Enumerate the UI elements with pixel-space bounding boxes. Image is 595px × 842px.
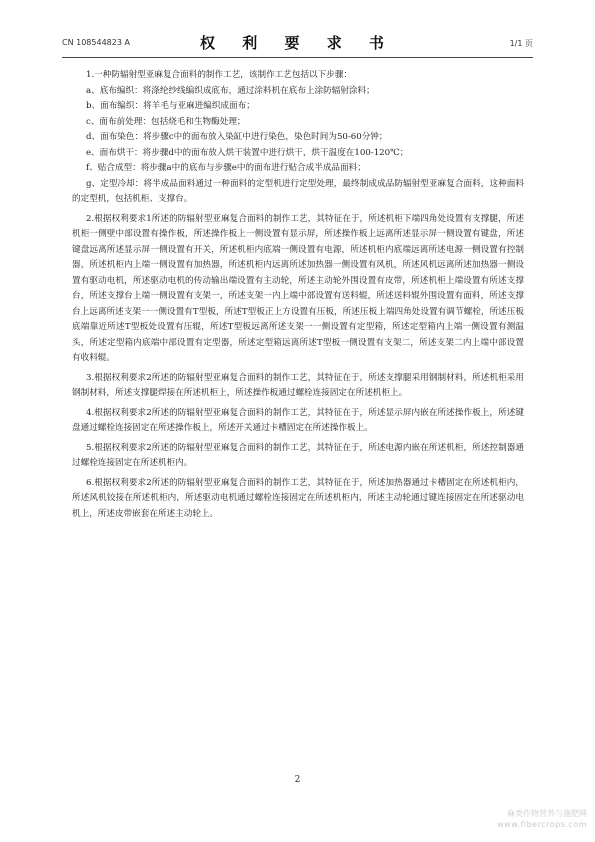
claim-1-step-b: b、面布编织：将羊毛与亚麻进编织成面布； [86,101,255,111]
claim-1-step-d: d、面布染色：将步骤c中的面布放入染缸中进行染色，染色时间为50-60分钟； [86,132,388,142]
claim-1-step-c: c、面布前处理：包括烧毛和生物酶处理； [86,116,246,127]
page-indicator: 1/1 页 [509,39,533,48]
watermark-site-name: 麻类作物营养与施肥网 [507,809,587,818]
claim-2: 2.根据权利要求1所述的防辐射型亚麻复合面料的制作工艺，其特征在于，所述机柜下端四角处设置有支撑腿，所述机柜一侧壁中部设置有操作板，所述操作板上一侧设置有显示屏，所述操作板上远离所述显示屏一侧设置有键盘，所述键盘远离所述显示屏一侧设置有开关，所述机柜内底端一侧设置有电源，所述机柜内底端远离所述电源一侧设置有控制器，所述机柜内上端一侧设置有加热器，所述机柜内远离所述加热器一侧设置有风机，所述风机远离所述加热器一侧设置有驱动电机，所述驱动电机的传动输出端设置有主动轮，所述主动轮外围设置有皮带，所述机柜上端设置有所述支撑台，所述支撑台上端一侧设置有支架一，所述支架一内上端中部设置有送料辊，所述送料辊外围设置有面料，所述支撑台上远离所述支架一一侧设置有T型板，所述T型板正上方设置有压板，所述压板上端四角处设置有调节螺栓，所述压板底端靠近所述T型板处设置有压辊，所述T型板远离所述支架一一侧设置有定型箱，所述定型箱内上端一侧设置有测温头，所述定型箱内底端中部设置有定型器，所述定型箱远离所述T型板一侧设置有支架二，所述支架二内上端中部设置有收料辊。 [72,213,524,363]
claim-4: 4.根据权利要求2所述的防辐射型亚麻复合面料的制作工艺，其特征在于，所述显示屏内嵌在所述操作板上，所述键盘通过螺栓连接固定在所述操作板上，所述开关通过卡槽固定在所述操作板上。 [72,407,524,433]
watermark-url: www.fibercrops.com [497,820,587,829]
claim-1-intro: 1.一种防辐射型亚麻复合面料的制作工艺，该制作工艺包括以下步骤： [86,70,353,80]
patent-number: CN 108544823 A [62,38,130,47]
page-header [62,30,533,54]
claims-body [72,68,524,522]
claim-1-step-f: f、贴合成型：将步骤a中的底布与步骤e中的面布进行贴合成半成品面料； [86,163,366,173]
header-divider [62,57,533,58]
claim-5: 5.根据权利要求2所述的防辐射型亚麻复合面料的制作工艺，其特征在于，所述电源内嵌在所述机柜，所述控制器通过螺栓连接固定在所述机柜内。 [72,442,524,468]
claim-1-step-a: a、底布编织：将涤纶纱线编织成底布，通过涂料机在底布上涂防辐射涂料； [86,85,375,96]
site-watermark [497,808,587,830]
document-title: 权 利 要 求 书 [200,34,395,52]
claim-3: 3.根据权利要求2所述的防辐射型亚麻复合面料的制作工艺，其特征在于，所述支撑腿采用钢制材料，所述机柜采用钢制材料，所述支撑腿焊接在所述机柜上，所述操作板通过螺栓连接固定在所述机柜上。 [72,372,524,398]
claim-6: 6.根据权利要求2所述的防辐射型亚麻复合面料的制作工艺，其特征在于，所述加热器通过卡槽固定在所述机柜内，所述风机铰接在所述机柜内，所述驱动电机通过螺栓连接固定在所述机柜内，所述主动轮通过键连接固定在所述驱动电机上，所述皮带嵌套在所述主动轮上。 [72,477,524,519]
claim-1-step-e: e、面布烘干：将步骤d中的面布放入烘干装置中进行烘干，烘干温度在100-120℃； [86,147,409,158]
page-number: 2 [294,775,301,785]
claim-1-step-g: g、定型冷却：将半成品面料通过一种面料的定型机进行定型处理，最终制成成品防辐射型亚麻复合面料，这种面料的定型机，包括机柜、支撑台。 [72,178,524,204]
